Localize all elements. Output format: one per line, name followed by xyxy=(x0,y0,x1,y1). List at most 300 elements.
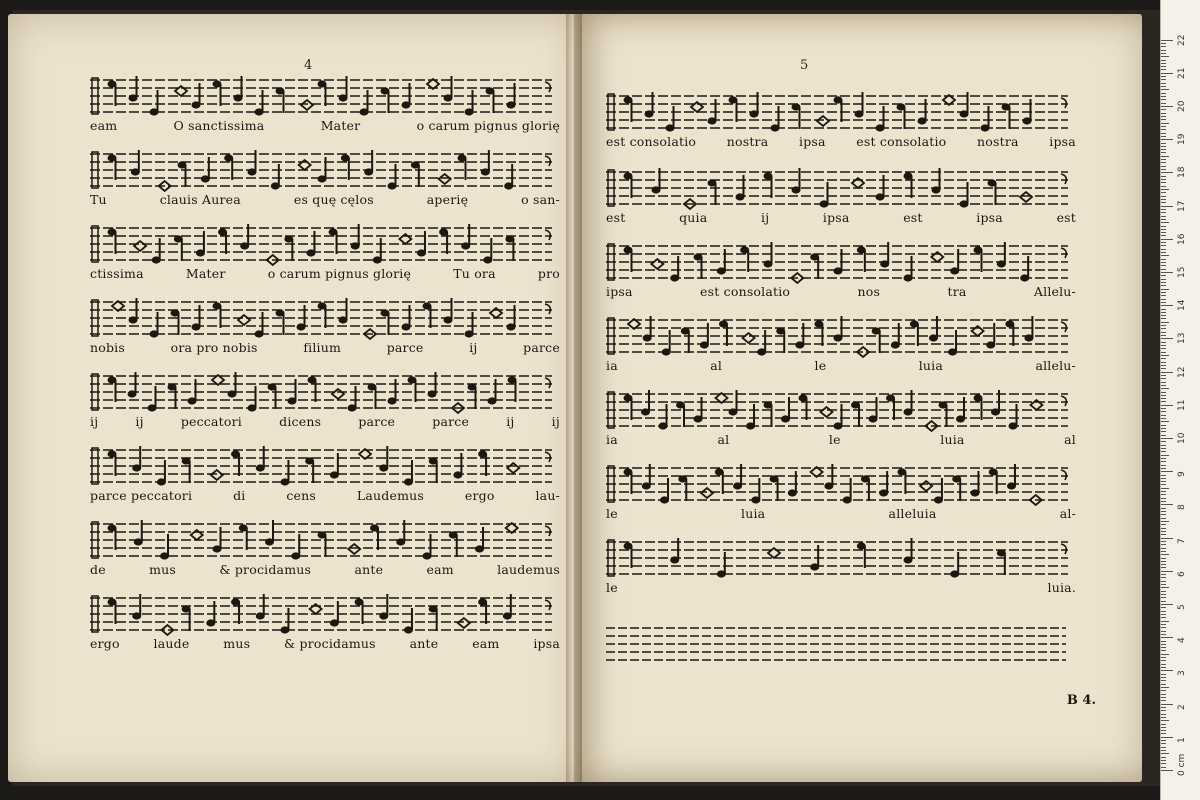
ruler-label: 8 xyxy=(1177,504,1187,511)
ruler-minor-tick xyxy=(1161,119,1166,120)
lyric-text: ora pro nobis xyxy=(170,340,258,355)
lyric-text: mus xyxy=(223,636,251,651)
ruler-minor-tick xyxy=(1161,521,1169,522)
lyric-text: & procidamus xyxy=(219,562,312,577)
ruler-tick xyxy=(1161,172,1173,173)
ruler-minor-tick xyxy=(1161,491,1166,492)
ruler-tick xyxy=(1161,604,1173,605)
ruler-minor-tick xyxy=(1161,235,1166,236)
ruler-minor-tick xyxy=(1161,528,1166,529)
ruler-minor-tick xyxy=(1161,455,1169,456)
lyric-text: peccatori xyxy=(180,414,242,429)
ruler-minor-tick xyxy=(1161,216,1166,217)
measurement-ruler xyxy=(1160,0,1200,800)
ruler-label: 11 xyxy=(1177,399,1187,411)
lyrics-line xyxy=(90,118,560,140)
ruler-minor-tick xyxy=(1161,465,1166,466)
ruler-minor-tick xyxy=(1161,358,1166,359)
right-page xyxy=(574,14,1142,782)
ruler-minor-tick xyxy=(1161,232,1166,233)
ruler-tick xyxy=(1161,372,1173,373)
ruler-minor-tick xyxy=(1161,475,1166,476)
ruler-minor-tick xyxy=(1161,680,1166,681)
ruler-label: 18 xyxy=(1177,166,1187,179)
music-system xyxy=(606,92,1076,156)
lyric-text: alleluia xyxy=(888,506,937,521)
ruler-minor-tick xyxy=(1161,179,1166,180)
lyric-text: ij xyxy=(90,414,99,429)
staff-notation xyxy=(90,372,560,414)
ruler-minor-tick xyxy=(1161,494,1166,495)
lyric-text: laude xyxy=(153,636,190,651)
ruler-minor-tick xyxy=(1161,727,1166,728)
music-staff xyxy=(90,76,560,118)
lyric-text: nos xyxy=(857,284,881,299)
lyrics-line xyxy=(90,636,560,658)
ruler-tick xyxy=(1161,737,1173,738)
ruler-minor-tick xyxy=(1161,302,1166,303)
ruler-minor-tick xyxy=(1161,392,1166,393)
ruler-label: 17 xyxy=(1177,200,1187,212)
lyrics-line xyxy=(606,580,1076,602)
lyric-text: pro xyxy=(537,266,560,281)
ruler-minor-tick xyxy=(1161,332,1166,333)
ruler-minor-tick xyxy=(1161,309,1166,310)
ruler-minor-tick xyxy=(1161,501,1166,502)
ruler-minor-tick xyxy=(1161,431,1166,432)
lyric-text: parce peccatori xyxy=(90,488,193,503)
ruler-minor-tick xyxy=(1161,318,1166,319)
ruler-minor-tick xyxy=(1161,654,1169,655)
ruler-minor-tick xyxy=(1161,252,1166,253)
staff-notation xyxy=(606,242,1076,284)
lyric-text: le xyxy=(606,506,618,521)
lyrics-line xyxy=(90,414,560,436)
ruler-minor-tick xyxy=(1161,342,1166,343)
ruler-minor-tick xyxy=(1161,226,1166,227)
ruler-minor-tick xyxy=(1161,733,1166,734)
ruler-minor-tick xyxy=(1161,249,1166,250)
lyric-text: luia. xyxy=(1047,580,1076,595)
ruler-minor-tick xyxy=(1161,166,1166,167)
ruler-label: 19 xyxy=(1177,133,1187,146)
ruler-minor-tick xyxy=(1161,597,1166,598)
music-system xyxy=(606,168,1076,232)
ruler-minor-tick xyxy=(1161,684,1166,685)
ruler-minor-tick xyxy=(1161,757,1166,758)
ruler-minor-tick xyxy=(1161,192,1166,193)
ruler-minor-tick xyxy=(1161,458,1166,459)
lyric-text: eam xyxy=(472,636,500,651)
lyric-text: dicens xyxy=(279,414,322,429)
lyric-text: ipsa xyxy=(1049,134,1076,149)
ruler-minor-tick xyxy=(1161,113,1166,114)
ruler-minor-tick xyxy=(1161,717,1166,718)
lyrics-line xyxy=(606,358,1076,380)
ruler-minor-tick xyxy=(1161,63,1166,64)
music-system xyxy=(606,464,1076,528)
ruler-minor-tick xyxy=(1161,558,1166,559)
music-staff xyxy=(90,224,560,266)
ruler-minor-tick xyxy=(1161,282,1166,283)
music-staff xyxy=(606,538,1076,580)
lyric-text: ij xyxy=(506,414,515,429)
music-system xyxy=(606,390,1076,454)
lyric-text: ia xyxy=(606,358,618,373)
ruler-minor-tick xyxy=(1161,365,1166,366)
ruler-minor-tick xyxy=(1161,103,1166,104)
book-gutter xyxy=(566,14,582,782)
music-system xyxy=(90,520,560,584)
ruler-minor-tick xyxy=(1161,767,1166,768)
ruler-minor-tick xyxy=(1161,129,1166,130)
ruler-minor-tick xyxy=(1161,315,1166,316)
lyric-text: ipsa xyxy=(822,210,850,225)
music-staff xyxy=(90,594,560,636)
empty-staff xyxy=(606,622,1076,668)
lyric-text: est xyxy=(606,210,626,225)
ruler-minor-tick xyxy=(1161,524,1166,525)
ruler-minor-tick xyxy=(1161,60,1166,61)
staff-lines xyxy=(606,622,1076,664)
lyrics-line xyxy=(606,432,1076,454)
lyric-text: est xyxy=(903,210,923,225)
ruler-minor-tick xyxy=(1161,345,1166,346)
staff-notation xyxy=(606,92,1076,134)
staff-notation xyxy=(606,538,1076,580)
lyric-text: le xyxy=(814,358,827,373)
ruler-minor-tick xyxy=(1161,415,1166,416)
ruler-minor-tick xyxy=(1161,93,1166,94)
ruler-label: 10 xyxy=(1177,432,1187,444)
lyric-text: aperię xyxy=(426,192,469,207)
ruler-label: 9 xyxy=(1177,471,1187,478)
ruler-minor-tick xyxy=(1161,700,1166,701)
lyric-text: o carum pignus glorię xyxy=(267,266,412,281)
ruler-tick xyxy=(1161,40,1173,41)
music-staff xyxy=(90,372,560,414)
lyric-text: al xyxy=(1064,432,1076,447)
ruler-label: 2 xyxy=(1177,703,1187,710)
ruler-minor-tick xyxy=(1161,176,1166,177)
ruler-label: 5 xyxy=(1177,604,1187,610)
ruler-minor-tick xyxy=(1161,614,1166,615)
music-system xyxy=(90,298,560,362)
ruler-minor-tick xyxy=(1161,382,1166,383)
ruler-tick xyxy=(1161,272,1173,273)
ruler-minor-tick xyxy=(1161,714,1166,715)
lyric-text: ia xyxy=(606,432,618,447)
ruler-tick xyxy=(1161,438,1173,439)
ruler-minor-tick xyxy=(1161,46,1166,47)
lyrics-line xyxy=(606,506,1076,528)
lyric-text: ctissima xyxy=(90,266,144,281)
ruler-minor-tick xyxy=(1161,548,1166,549)
music-system xyxy=(606,316,1076,380)
lyric-text: le xyxy=(606,580,618,595)
ruler-minor-tick xyxy=(1161,123,1169,124)
lyric-text: est consolatio xyxy=(606,134,697,149)
lyric-text: al- xyxy=(1059,506,1076,521)
ruler-minor-tick xyxy=(1161,289,1169,290)
ruler-minor-tick xyxy=(1161,428,1166,429)
lyric-text: ij xyxy=(551,414,560,429)
ruler-tick xyxy=(1161,338,1173,339)
ruler-minor-tick xyxy=(1161,451,1166,452)
ruler-minor-tick xyxy=(1161,710,1166,711)
ruler-minor-tick xyxy=(1161,730,1166,731)
ruler-minor-tick xyxy=(1161,186,1166,187)
ruler-minor-tick xyxy=(1161,401,1166,402)
ruler-label: 0 cm xyxy=(1177,753,1187,776)
lyric-text: est xyxy=(1056,210,1076,225)
ruler-minor-tick xyxy=(1161,587,1169,588)
ruler-minor-tick xyxy=(1161,650,1166,651)
ruler-label: 16 xyxy=(1177,233,1187,245)
music-system xyxy=(90,224,560,288)
ruler-minor-tick xyxy=(1161,484,1166,485)
ruler-minor-tick xyxy=(1161,395,1166,396)
music-staff xyxy=(90,520,560,562)
ruler-label: 6 xyxy=(1177,571,1187,577)
ruler-minor-tick xyxy=(1161,621,1169,622)
lyric-text: O sanctissima xyxy=(173,118,265,133)
music-staff xyxy=(606,168,1076,210)
ruler-minor-tick xyxy=(1161,660,1166,661)
ruler-minor-tick xyxy=(1161,285,1166,286)
ruler-minor-tick xyxy=(1161,196,1166,197)
music-staff xyxy=(90,150,560,192)
ruler-label: 3 xyxy=(1177,670,1187,677)
ruler-tick xyxy=(1161,106,1173,107)
lyric-text: ipsa xyxy=(606,284,633,299)
lyrics-line xyxy=(606,134,1076,156)
ruler-minor-tick xyxy=(1161,584,1166,585)
lyric-text: ipsa xyxy=(799,134,826,149)
lyric-text: Tu ora xyxy=(453,266,496,281)
ruler-minor-tick xyxy=(1161,229,1166,230)
staff-notation xyxy=(90,594,560,636)
ruler-minor-tick xyxy=(1161,355,1169,356)
ruler-minor-tick xyxy=(1161,641,1166,642)
ruler-minor-tick xyxy=(1161,594,1166,595)
ruler-tick xyxy=(1161,670,1173,671)
lyric-text: parce xyxy=(386,340,424,355)
lyric-text: al xyxy=(717,432,730,447)
ruler-minor-tick xyxy=(1161,554,1169,555)
lyric-text: ipsa xyxy=(533,636,560,651)
ruler-minor-tick xyxy=(1161,66,1166,67)
ruler-minor-tick xyxy=(1161,647,1166,648)
ruler-minor-tick xyxy=(1161,398,1166,399)
ruler-minor-tick xyxy=(1161,551,1166,552)
ruler-minor-tick xyxy=(1161,441,1166,442)
ruler-minor-tick xyxy=(1161,687,1169,688)
ruler-minor-tick xyxy=(1161,255,1169,256)
ruler-minor-tick xyxy=(1161,581,1166,582)
left-page xyxy=(8,14,578,782)
ruler-minor-tick xyxy=(1161,518,1166,519)
ruler-minor-tick xyxy=(1161,567,1166,568)
ruler-minor-tick xyxy=(1161,212,1166,213)
lyric-text: de xyxy=(90,562,106,577)
ruler-tick xyxy=(1161,471,1173,472)
lyric-text: cens xyxy=(286,488,317,503)
lyric-text: laudemus xyxy=(497,562,560,577)
lyric-text: al xyxy=(710,358,723,373)
ruler-label: 1 xyxy=(1177,737,1187,743)
ruler-label: 7 xyxy=(1177,537,1187,544)
ruler-tick xyxy=(1161,571,1173,572)
ruler-minor-tick xyxy=(1161,352,1166,353)
lyrics-line xyxy=(90,192,560,214)
ruler-minor-tick xyxy=(1161,408,1166,409)
ruler-minor-tick xyxy=(1161,99,1166,100)
ruler-minor-tick xyxy=(1161,763,1166,764)
lyric-text: ij xyxy=(469,340,478,355)
ruler-minor-tick xyxy=(1161,159,1166,160)
lyrics-line xyxy=(606,284,1076,306)
ruler-minor-tick xyxy=(1161,664,1166,665)
ruler-minor-tick xyxy=(1161,202,1166,203)
lyric-text: ergo xyxy=(464,488,495,503)
ruler-minor-tick xyxy=(1161,644,1166,645)
lyric-text: nobis xyxy=(90,340,125,355)
music-system xyxy=(90,594,560,658)
ruler-minor-tick xyxy=(1161,534,1166,535)
ruler-minor-tick xyxy=(1161,411,1166,412)
lyric-text: Tu xyxy=(90,192,107,207)
ruler-minor-tick xyxy=(1161,627,1166,628)
ruler-minor-tick xyxy=(1161,511,1166,512)
page-number: 5 xyxy=(800,58,809,73)
ruler-minor-tick xyxy=(1161,86,1166,87)
ruler-minor-tick xyxy=(1161,328,1166,329)
ruler-label: 20 xyxy=(1177,100,1187,112)
lyric-text: allelu- xyxy=(1035,358,1076,373)
ruler-tick xyxy=(1161,637,1173,638)
ruler-minor-tick xyxy=(1161,126,1166,127)
ruler-minor-tick xyxy=(1161,498,1166,499)
ruler-minor-tick xyxy=(1161,259,1166,260)
ruler-minor-tick xyxy=(1161,690,1166,691)
ruler-minor-tick xyxy=(1161,322,1169,323)
ruler-minor-tick xyxy=(1161,312,1166,313)
lyric-text: o san- xyxy=(521,192,560,207)
ruler-minor-tick xyxy=(1161,720,1169,721)
staff-notation xyxy=(90,150,560,192)
lyrics-line xyxy=(90,340,560,362)
ruler-minor-tick xyxy=(1161,418,1166,419)
lyric-text: lau- xyxy=(535,488,560,503)
ruler-minor-tick xyxy=(1161,478,1166,479)
ruler-minor-tick xyxy=(1161,564,1166,565)
music-system xyxy=(606,242,1076,306)
ruler-minor-tick xyxy=(1161,219,1166,220)
ruler-minor-tick xyxy=(1161,747,1166,748)
ruler-minor-tick xyxy=(1161,83,1166,84)
ruler-minor-tick xyxy=(1161,245,1166,246)
lyric-text: parce xyxy=(432,414,470,429)
ruler-minor-tick xyxy=(1161,133,1166,134)
lyric-text: ij xyxy=(135,414,144,429)
lyric-text: ipsa xyxy=(976,210,1003,225)
ruler-minor-tick xyxy=(1161,508,1166,509)
ruler-minor-tick xyxy=(1161,53,1166,54)
ruler-minor-tick xyxy=(1161,152,1166,153)
ruler-minor-tick xyxy=(1161,265,1166,266)
music-system xyxy=(606,538,1076,602)
ruler-minor-tick xyxy=(1161,607,1166,608)
music-staff xyxy=(606,464,1076,506)
ruler-tick xyxy=(1161,73,1173,74)
music-staff xyxy=(90,446,560,488)
ruler-minor-tick xyxy=(1161,657,1166,658)
ruler-minor-tick xyxy=(1161,461,1166,462)
ruler-minor-tick xyxy=(1161,724,1166,725)
ruler-minor-tick xyxy=(1161,116,1166,117)
ruler-minor-tick xyxy=(1161,481,1166,482)
music-system xyxy=(90,446,560,510)
ruler-minor-tick xyxy=(1161,76,1166,77)
ruler-minor-tick xyxy=(1161,750,1166,751)
ruler-minor-tick xyxy=(1161,222,1169,223)
ruler-minor-tick xyxy=(1161,362,1166,363)
ruler-minor-tick xyxy=(1161,697,1166,698)
lyrics-line xyxy=(90,488,560,510)
lyric-text: eam xyxy=(90,118,118,133)
ruler-minor-tick xyxy=(1161,269,1166,270)
staff-notation xyxy=(606,390,1076,432)
lyric-text: Mater xyxy=(320,118,361,133)
lyric-text: luia xyxy=(940,432,965,447)
lyrics-line xyxy=(606,210,1076,232)
lyrics-line xyxy=(90,266,560,288)
ruler-minor-tick xyxy=(1161,531,1166,532)
ruler-minor-tick xyxy=(1161,601,1166,602)
ruler-minor-tick xyxy=(1161,325,1166,326)
ruler-minor-tick xyxy=(1161,514,1166,515)
ruler-minor-tick xyxy=(1161,69,1166,70)
ruler-minor-tick xyxy=(1161,109,1166,110)
ruler-minor-tick xyxy=(1161,169,1166,170)
ruler-minor-tick xyxy=(1161,743,1166,744)
ruler-minor-tick xyxy=(1161,335,1166,336)
ruler-minor-tick xyxy=(1161,156,1169,157)
ruler-minor-tick xyxy=(1161,488,1169,489)
lyric-text: di xyxy=(233,488,246,503)
ruler-minor-tick xyxy=(1161,385,1166,386)
ruler-minor-tick xyxy=(1161,541,1166,542)
lyric-text: tra xyxy=(947,284,967,299)
ruler-minor-tick xyxy=(1161,425,1166,426)
ruler-minor-tick xyxy=(1161,574,1166,575)
ruler-minor-tick xyxy=(1161,149,1166,150)
lyric-text: ij xyxy=(761,210,770,225)
lyric-text: Laudemus xyxy=(356,488,425,503)
staff-notation xyxy=(90,224,560,266)
lyric-text: nostra xyxy=(977,134,1019,149)
ruler-minor-tick xyxy=(1161,435,1166,436)
ruler-minor-tick xyxy=(1161,182,1166,183)
lyric-text: quia xyxy=(679,210,708,225)
ruler-label: 21 xyxy=(1177,67,1187,79)
ruler-minor-tick xyxy=(1161,162,1166,163)
ruler-minor-tick xyxy=(1161,677,1166,678)
ruler-tick xyxy=(1161,139,1173,140)
ruler-tick xyxy=(1161,770,1173,771)
lyric-text: Mater xyxy=(185,266,226,281)
